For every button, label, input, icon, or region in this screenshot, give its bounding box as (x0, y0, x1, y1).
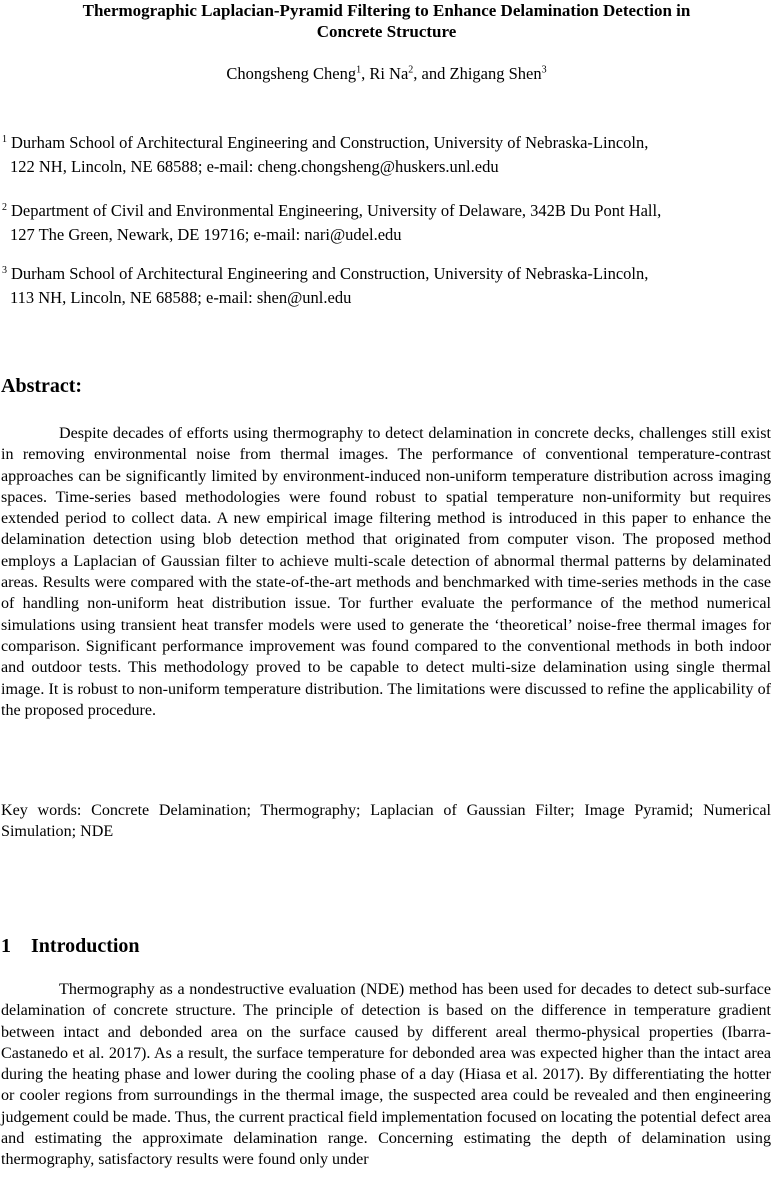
introduction-text: Thermography as a nondestructive evaluation (NDE) method has been used for decades to detect sub-surface delamination of concrete structure. The principle of detection is based on the difference in temperature gradient between intact and debonded area on the surface caused by different areal thermo-physical properties (Ibarra-Castanedo et al. 2017). As a result, the surface temperature for debonded area was expected higher than the intact area during the heating phase and lower during the cooling phase of a day (Hiasa et al. 2017). By differentiating the hotter or cooler regions from surroundings in the thermal image, the suspected area could be revealed and then engineering judgement could be made. Thus, the current practical field implementation focused on locating the potential defect area and estimating the approximate delamination range. Concerning estimating the depth of delamination using thermography, satisfactory results were found only under (1, 981, 771, 1169)
affiliation-line: 113 NH, Lincoln, NE 68588; e-mail: shen@unl.edu (10, 288, 352, 307)
title-line-2: Concrete Structure (316, 22, 457, 41)
affiliation-2 (0, 199, 773, 247)
affiliation-line: 127 The Green, Newark, DE 19716; e-mail: nari@udel.edu (10, 225, 402, 244)
abstract-heading: Abstract: (1, 375, 83, 397)
affiliation-number: 3 (2, 264, 7, 276)
author-affiliation-mark: 3 (541, 64, 547, 76)
author-separator: , and (413, 64, 450, 83)
section-heading-introduction (1, 934, 140, 958)
affiliation-3 (0, 262, 773, 310)
abstract-paragraph (1, 423, 771, 721)
author-list (0, 64, 773, 84)
affiliation-number: 2 (2, 201, 7, 213)
author-name: Ri Na (369, 64, 409, 83)
affiliation-line: 122 NH, Lincoln, NE 68588; e-mail: cheng.chongsheng@huskers.unl.edu (10, 157, 499, 176)
author-name: Zhigang Shen (449, 64, 542, 83)
author-name: Chongsheng Cheng (226, 64, 357, 83)
keywords: Key words: Concrete Delamination; Thermography; Laplacian of Gaussian Filter; Image Pyramid; Numerical Simulation; NDE (1, 802, 771, 841)
affiliation-line: Durham School of Architectural Engineering and Construction, University of Nebraska-Lincoln, (11, 264, 649, 283)
abstract-text: Despite decades of efforts using thermography to detect delamination in concrete decks, challenges still exist in removing environmental noise from thermal images. The performance of conventional temperature-contrast approaches can be significantly limited by environment-induced non-uniform temperature distribution across imaging spaces. Time-series based methodologies were found robust to spatial temperature non-uniformity but requires extended period to collect data. A new empirical image filtering method is introduced in this paper to enhance the delamination detection using blob detection method that originated from computer vison. The proposed method employs a Laplacian of Gaussian filter to achieve multi-scale detection of abnormal thermal patterns by delaminated areas. Results were compared with the state-of-the-art methods and benchmarked with time-series methods in the case of handling non-uniform heat distribution issue. Tor further evaluate the performance of the method numerical simulations using transient heat transfer models were used to generate the ‘theoretical’ noise-free thermal images for comparison. Significant performance improvement was found compared to the conventional methods in both indoor and outdoor tests. This methodology proved to be capable to detect multi-size delamination using single thermal image. It is robust to non-uniform temperature distribution. The limitations were discussed to refine the applicability of the proposed procedure. (1, 425, 771, 719)
section-title: Introduction (31, 935, 140, 957)
author-affiliation-mark: 2 (408, 64, 414, 76)
author-affiliation-mark: 1 (356, 64, 362, 76)
paper-title (0, 0, 773, 42)
title-line-1: Thermographic Laplacian-Pyramid Filtering to Enhance Delamination Detection in (82, 1, 691, 20)
author-separator: , (361, 64, 370, 83)
affiliation-line: Department of Civil and Environmental Engineering, University of Delaware, 342B Du Pont Hall, (11, 201, 662, 220)
affiliation-line: Durham School of Architectural Engineering and Construction, University of Nebraska-Lincoln, (11, 133, 649, 152)
section-number: 1 (1, 935, 11, 957)
affiliation-number: 1 (2, 133, 7, 145)
affiliation-1 (0, 131, 773, 179)
introduction-paragraph (1, 979, 771, 1171)
